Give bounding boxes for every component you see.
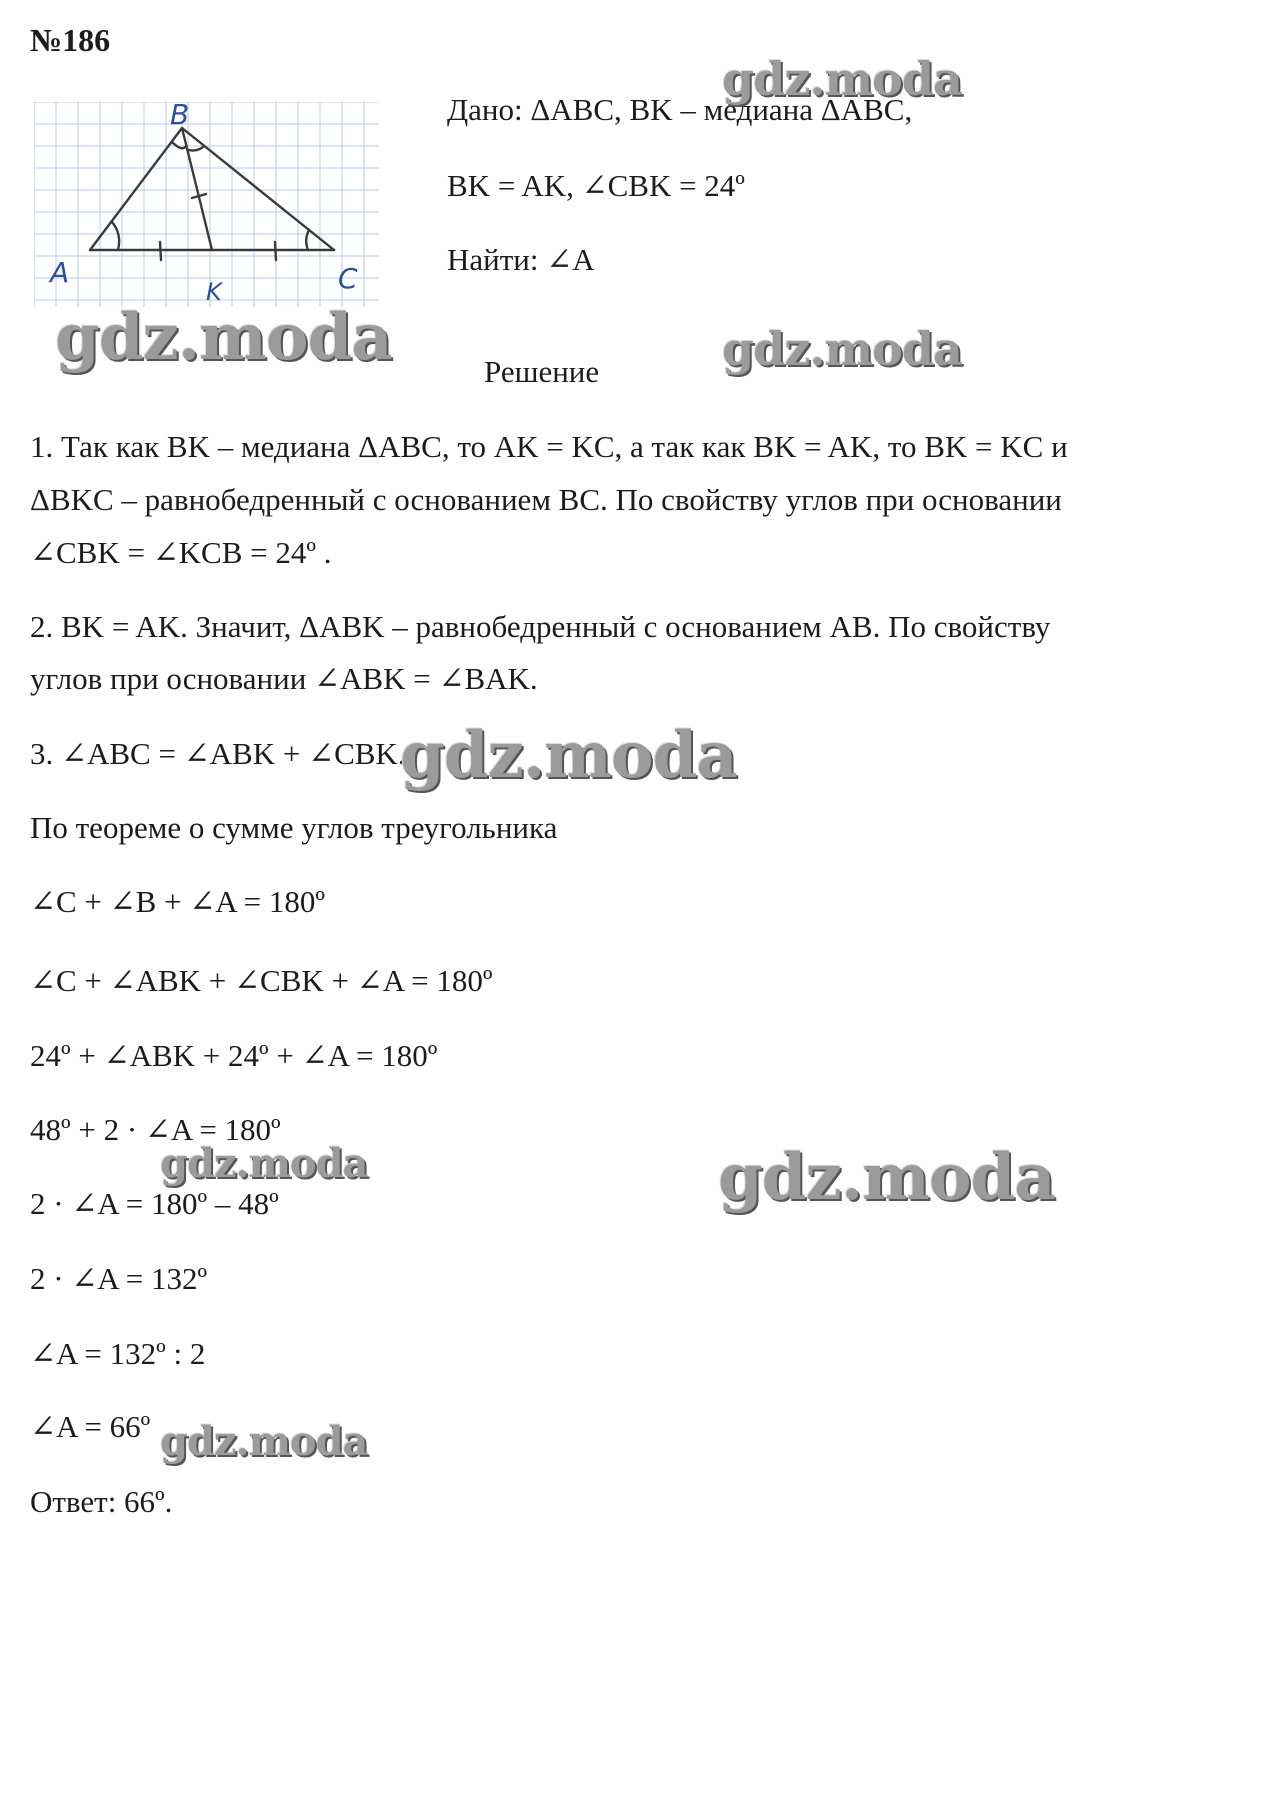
angle-arc-b-right [188, 146, 204, 151]
tick-kc [275, 242, 276, 260]
step1-line-3: ∠CBK = ∠KCB = 24º . [30, 535, 332, 570]
problem-number: №186 [30, 22, 111, 58]
equation-3: 24º + ∠ABK + 24º + ∠A = 180º [30, 1038, 438, 1073]
grid-paper [34, 102, 379, 307]
equation-7: ∠A = 132º : 2 [30, 1336, 206, 1371]
equation-1: ∠C + ∠B + ∠A = 180º [30, 884, 326, 919]
theorem-line: По теореме о сумме углов треугольника [30, 810, 558, 845]
angle-arc-a [112, 222, 119, 250]
watermark: gdz.moda [55, 300, 392, 375]
triangle-figure [34, 102, 379, 307]
angle-arc-b-left [172, 142, 186, 148]
step2-line-2: углов при основании ∠ABK = ∠BAK. [30, 661, 538, 696]
given-line-2: BK = AK, ∠CBK = 24º [447, 168, 745, 203]
equation-8: ∠A = 66º [30, 1409, 151, 1444]
equation-4: 48º + 2 · ∠A = 180º [30, 1112, 281, 1147]
label-k: K [206, 278, 222, 306]
answer-line: Ответ: 66º. [30, 1484, 173, 1519]
watermark: gdz.moda [722, 52, 962, 106]
watermark: gdz.moda [718, 1140, 1055, 1215]
watermark: gdz.moda [722, 322, 962, 376]
given-line-1: Дано: ΔABC, BK – медиана ΔABC, [447, 92, 913, 127]
find-line: Найти: ∠A [447, 242, 595, 277]
watermark: gdz.moda [400, 718, 737, 793]
step3-line: 3. ∠ABC = ∠ABK + ∠CBK. [30, 736, 406, 771]
equation-2: ∠C + ∠ABK + ∠CBK + ∠A = 180º [30, 963, 493, 998]
equation-5: 2 · ∠A = 180º – 48º [30, 1186, 279, 1221]
solution-title: Решение [484, 354, 600, 389]
label-a: A [50, 256, 70, 289]
step2-line-1: 2. BK = AK. Значит, ΔABK – равнобедренный с основанием AB. По свойству [30, 609, 1051, 644]
label-b: B [170, 102, 190, 131]
angle-arc-c [306, 230, 309, 250]
watermark: gdz.moda [160, 1140, 368, 1187]
label-c: C [338, 262, 358, 295]
step1-line-2: ΔBKC – равнобедренный с основанием BC. По свойству углов при основании [30, 482, 1062, 517]
step1-line-1: 1. Так как BK – медиана ΔABC, то AK = KC, а так как BK = AK, то BK = KC и [30, 429, 1068, 464]
watermark: gdz.moda [160, 1418, 368, 1465]
equation-6: 2 · ∠A = 132º [30, 1261, 208, 1296]
tick-ak [160, 242, 161, 260]
